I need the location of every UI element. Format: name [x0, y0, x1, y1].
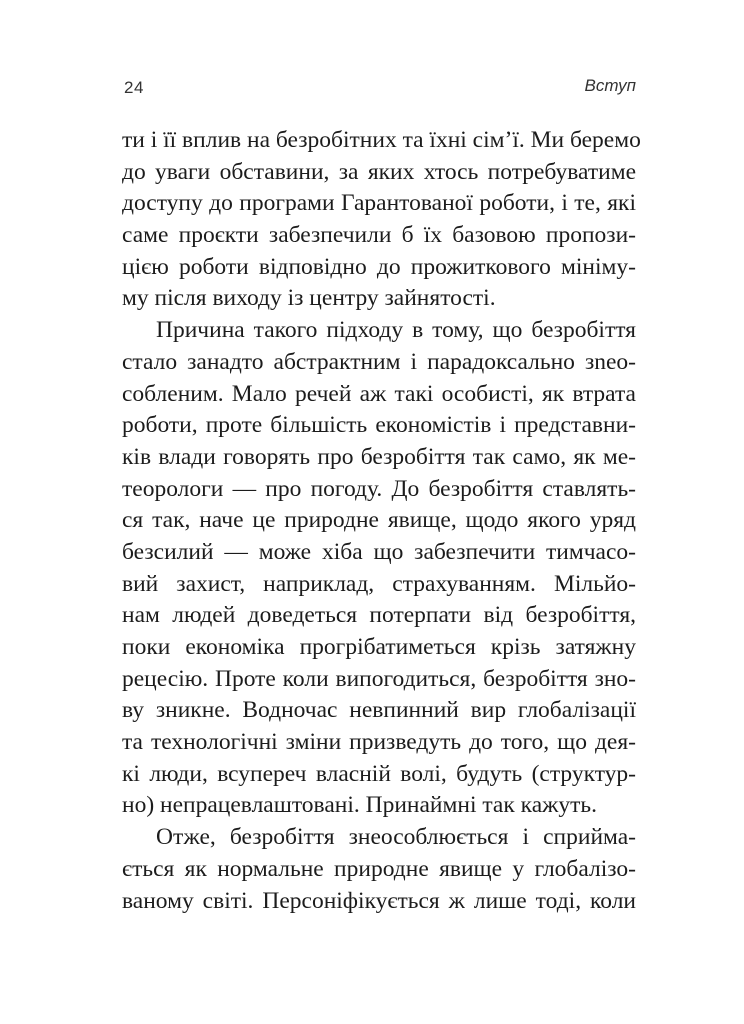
text-line: ваному світі. Персоніфікується ж лише тоді, коли [122, 887, 636, 914]
text-line: та технологічні зміни призведуть до того, що дея- [122, 729, 636, 756]
text-line: ків влади говорять про безробіття так само, як ме- [122, 443, 636, 470]
paragraph-start-line: Отже, безробіття знеособлюється і сприйма- [156, 824, 636, 851]
paragraph-start-line: Причина такого підходу в тому, що безробіття [156, 317, 636, 344]
text-line: поки економіка прогрібатиметься крізь затяжну [122, 634, 636, 660]
text-line: собленим. Мало речей аж такі особисті, як втрата [122, 380, 636, 407]
text-line: доступу до програми Гарантованої роботи, і те, які [122, 190, 636, 217]
text-line: кі люди, всупереч власній волі, будуть (структур- [122, 760, 636, 787]
running-head [124, 74, 636, 104]
body-text [122, 125, 641, 917]
text-line: ву зникне. Водночас невпинний вир глобалізації [122, 697, 636, 724]
text-line: цією роботи відповідно до прожиткового мініму- [122, 253, 636, 280]
paragraph-end-line: но) непрацевлаштовані. Принаймні так кажуть. [122, 792, 597, 819]
text-line: роботи, проте більшість економістів і представни- [122, 412, 636, 439]
text-line: вий захист, наприклад, страхуванням. Мільйо- [122, 570, 636, 597]
text-line: до уваги обставини, за яких хтось потребуватиме [122, 158, 636, 185]
paragraph-end-line: му після виходу із центру зайнятості. [122, 285, 496, 312]
section-title: Вступ [584, 76, 636, 95]
text-line: рецесію. Проте коли випогодиться, безробіття зно- [122, 665, 636, 692]
text-line: саме проєкти забезпечили б їх базовою пропози- [122, 222, 636, 249]
text-line: ється як нормальне природне явище у глобалізо- [122, 855, 636, 882]
page-number: 24 [124, 78, 144, 97]
text-line: стало занадто абстрактним і парадоксально зneо- [122, 348, 636, 375]
text-line: нам людей доведеться потерпати від безробіття, [122, 602, 636, 629]
text-line: теорологи — про погоду. До безробіття ставлять- [122, 475, 636, 502]
text-line: ти і її вплив на безробітних та їхні сім’ї. Ми беремо [122, 127, 641, 153]
text-line: ся так, наче це природне явище, щодо якого уряд [122, 507, 636, 534]
text-line: безсилий — може хіба що забезпечити тимчасо- [122, 538, 636, 565]
